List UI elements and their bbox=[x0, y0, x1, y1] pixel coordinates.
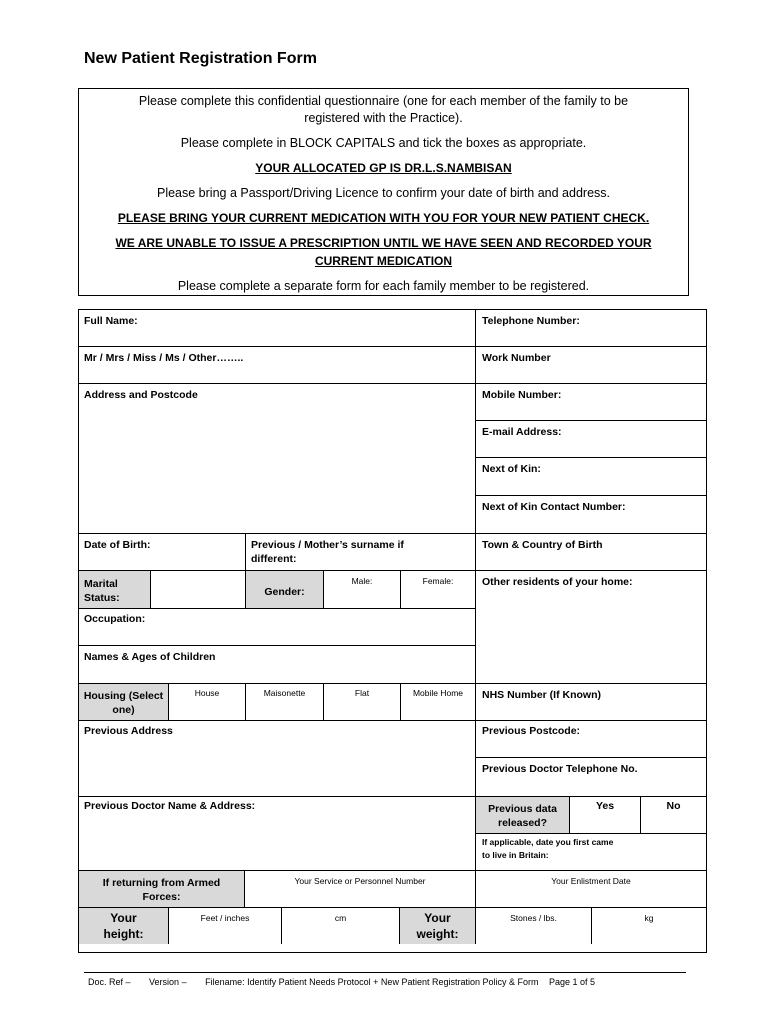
doc-ref: Doc. Ref – bbox=[88, 977, 131, 987]
service-number-label: Your Service or Personnel Number bbox=[294, 876, 426, 886]
intro-line: Please complete in BLOCK CAPITALS and tick the boxes as appropriate. bbox=[180, 136, 587, 150]
mobile-home-label: Mobile Home bbox=[412, 688, 464, 698]
intro-line: Please bring a Passport/Driving Licence to confirm your date of birth and address. bbox=[156, 186, 610, 200]
mobile-field[interactable] bbox=[475, 383, 707, 421]
cm-label: cm bbox=[334, 913, 347, 923]
telephone-field[interactable] bbox=[475, 309, 707, 347]
page-title: New Patient Registration Form bbox=[84, 50, 317, 67]
female-label: Female: bbox=[422, 576, 454, 586]
next-of-kin-contact-label: Next of Kin Contact Number: bbox=[482, 501, 626, 513]
town-country-label: Town & Country of Birth bbox=[482, 539, 603, 551]
armed-forces-label: If returning from Armed Forces: bbox=[102, 877, 221, 903]
height-cm-field[interactable] bbox=[281, 907, 400, 945]
housing-header bbox=[78, 683, 169, 721]
flat-label: Flat bbox=[354, 688, 370, 698]
maisonette-label: Maisonette bbox=[263, 688, 306, 698]
previous-surname-label: Previous / Mother’s surname if different: bbox=[251, 539, 404, 565]
house-label: House bbox=[194, 688, 220, 698]
weight-header bbox=[399, 907, 476, 945]
feet-inches-label: Feet / inches bbox=[200, 913, 250, 923]
intro-line: registered with the Practice). bbox=[304, 111, 463, 125]
title-label: Mr / Mrs / Miss / Ms / Other…….. bbox=[84, 352, 244, 364]
previous-doctor-label: Previous Doctor Name & Address: bbox=[84, 800, 256, 812]
footer-divider bbox=[84, 972, 686, 973]
nhs-number-label: NHS Number (If Known) bbox=[482, 689, 601, 701]
previous-doctor-field[interactable] bbox=[78, 796, 476, 871]
address-field[interactable] bbox=[78, 383, 476, 534]
gp-notice: YOUR ALLOCATED GP IS DR.L.S.NAMBISAN bbox=[255, 161, 512, 175]
female-checkbox[interactable] bbox=[400, 570, 476, 609]
gender-header bbox=[245, 570, 324, 609]
no-label: No bbox=[666, 800, 681, 812]
prescription-notice: WE ARE UNABLE TO ISSUE A PRESCRIPTION UNTIL WE HAVE SEEN AND RECORDED YOUR bbox=[115, 236, 652, 250]
stones-label: Stones / lbs. bbox=[510, 913, 557, 923]
occupation-label: Occupation: bbox=[84, 613, 146, 625]
next-of-kin-label: Next of Kin: bbox=[482, 463, 541, 475]
filename: Filename: Identify Patient Needs Protocol + New Patient Registration Policy & Form bbox=[205, 977, 539, 987]
data-released-header bbox=[475, 796, 570, 834]
marital-status-header bbox=[78, 570, 151, 609]
intro-line: Please complete this confidential questionnaire (one for each member of the family to be bbox=[138, 94, 629, 108]
telephone-label: Telephone Number: bbox=[482, 315, 580, 327]
prescription-notice: CURRENT MEDICATION bbox=[314, 254, 453, 268]
data-released-yes[interactable] bbox=[569, 796, 641, 834]
medication-notice: PLEASE BRING YOUR CURRENT MEDICATION WITH YOU FOR YOUR NEW PATIENT CHECK. bbox=[117, 211, 650, 225]
enlistment-date-label: Your Enlistment Date bbox=[551, 876, 631, 886]
registration-form bbox=[78, 309, 707, 954]
previous-postcode-label: Previous Postcode: bbox=[482, 725, 581, 737]
yes-label: Yes bbox=[595, 800, 615, 812]
other-residents-label: Other residents of your home: bbox=[482, 576, 633, 588]
next-of-kin-contact-field[interactable] bbox=[475, 495, 707, 534]
previous-postcode-field[interactable] bbox=[475, 720, 707, 758]
page-number: Page 1 of 5 bbox=[549, 977, 596, 987]
armed-forces-header bbox=[78, 870, 245, 908]
previous-surname-field[interactable] bbox=[245, 533, 476, 571]
marital-status-label: Marital Status: bbox=[84, 578, 120, 604]
town-country-field[interactable] bbox=[475, 533, 707, 571]
children-field[interactable] bbox=[78, 645, 476, 684]
height-header bbox=[78, 907, 169, 945]
email-field[interactable] bbox=[475, 420, 707, 458]
weight-stones-field[interactable] bbox=[475, 907, 592, 945]
work-number-field[interactable] bbox=[475, 346, 707, 384]
height-label: Your height: bbox=[103, 911, 144, 941]
intro-box bbox=[78, 88, 689, 296]
weight-label: Your weight: bbox=[416, 911, 459, 941]
service-number-field[interactable] bbox=[244, 870, 476, 908]
previous-doctor-tel-label: Previous Doctor Telephone No. bbox=[482, 763, 638, 775]
male-checkbox[interactable] bbox=[323, 570, 401, 609]
data-released-label: Previous data released? bbox=[488, 803, 557, 829]
next-of-kin-field[interactable] bbox=[475, 457, 707, 496]
footer bbox=[88, 977, 611, 987]
mobile-home-option[interactable] bbox=[400, 683, 476, 721]
mobile-label: Mobile Number: bbox=[482, 389, 562, 401]
address-label: Address and Postcode bbox=[84, 389, 198, 401]
full-name-label: Full Name: bbox=[84, 315, 138, 327]
email-label: E-mail Address: bbox=[482, 426, 562, 438]
house-option[interactable] bbox=[168, 683, 246, 721]
male-label: Male: bbox=[351, 576, 373, 586]
nhs-number-field[interactable] bbox=[475, 683, 707, 721]
children-label: Names & Ages of Children bbox=[84, 651, 216, 663]
weight-kg-field[interactable] bbox=[591, 907, 707, 945]
housing-label: Housing (Select one) bbox=[83, 690, 164, 716]
maisonette-option[interactable] bbox=[245, 683, 324, 721]
title-field[interactable] bbox=[78, 346, 476, 384]
other-residents-field[interactable] bbox=[475, 570, 707, 684]
uk-arrival-date-label: If applicable, date you first came to live in Britain: bbox=[482, 837, 614, 860]
uk-arrival-date-field[interactable] bbox=[475, 833, 707, 871]
marital-status-field[interactable] bbox=[150, 570, 246, 609]
intro-line: Please complete a separate form for each family member to be registered. bbox=[177, 279, 590, 293]
previous-doctor-tel-field[interactable] bbox=[475, 757, 707, 797]
occupation-field[interactable] bbox=[78, 608, 476, 646]
height-feet-field[interactable] bbox=[168, 907, 282, 945]
work-number-label: Work Number bbox=[482, 352, 551, 364]
form-bottom-border bbox=[78, 944, 707, 953]
full-name-field[interactable] bbox=[78, 309, 476, 347]
dob-label: Date of Birth: bbox=[84, 539, 151, 551]
data-released-no[interactable] bbox=[640, 796, 707, 834]
kg-label: kg bbox=[644, 913, 654, 923]
previous-address-field[interactable] bbox=[78, 720, 476, 797]
version: Version – bbox=[149, 977, 187, 987]
previous-address-label: Previous Address bbox=[84, 725, 173, 737]
gender-label: Gender: bbox=[264, 586, 305, 598]
dob-field[interactable] bbox=[78, 533, 246, 571]
flat-option[interactable] bbox=[323, 683, 401, 721]
enlistment-date-field[interactable] bbox=[475, 870, 707, 908]
